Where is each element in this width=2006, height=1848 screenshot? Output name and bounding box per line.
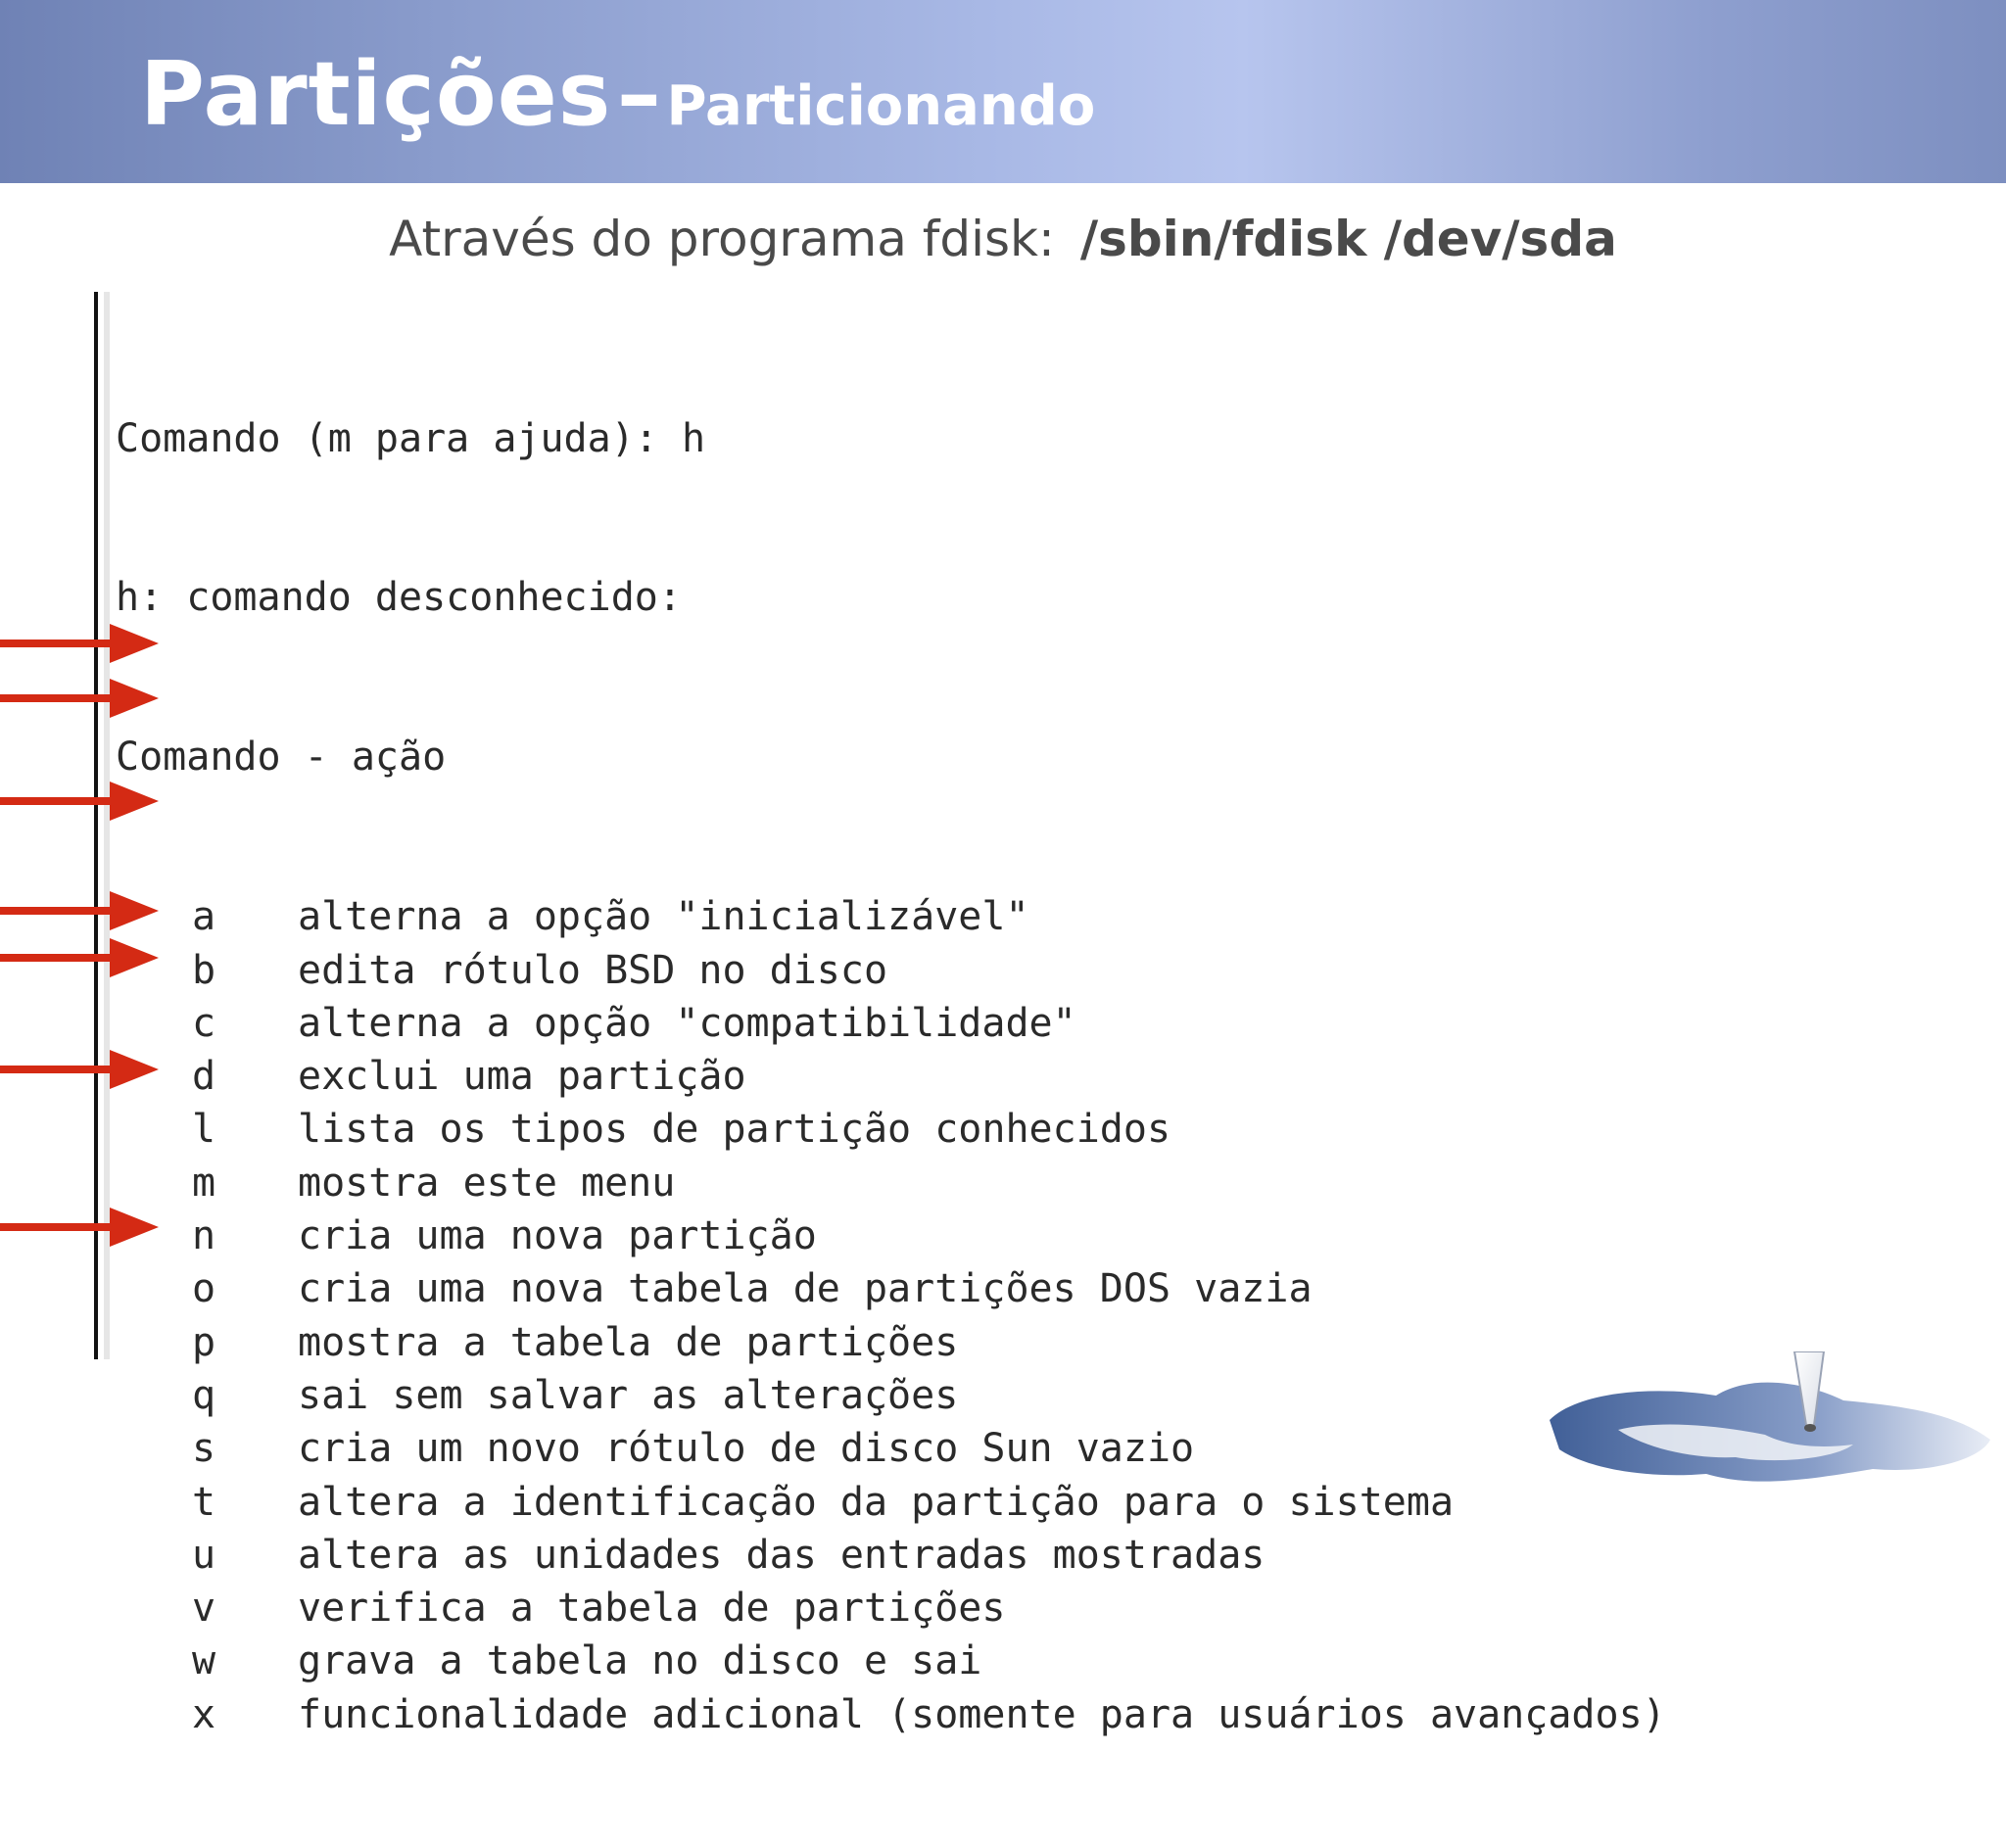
title-sub: Particionando	[666, 74, 1096, 138]
option-description: mostra a tabela de partições	[298, 1319, 959, 1365]
option-description: edita rótulo BSD no disco	[298, 947, 888, 993]
right-arrow-icon	[0, 1208, 159, 1247]
option-description: sai sem salvar as alterações	[298, 1372, 959, 1418]
option-description: alterna a opção "inicializável"	[298, 894, 1029, 940]
option-key: t	[192, 1479, 216, 1525]
option-row-q	[116, 1369, 959, 1422]
subtitle-command: /sbin/fdisk /dev/sda	[1079, 211, 1617, 267]
option-description: alterna a opção "compatibilidade"	[298, 1000, 1076, 1046]
option-description: exclui uma partição	[298, 1054, 746, 1100]
option-row-b	[116, 944, 888, 997]
option-description: grava a tabela no disco e sai	[298, 1638, 982, 1684]
option-row-u	[116, 1529, 1266, 1582]
option-row-o	[116, 1262, 1313, 1315]
option-row-x	[116, 1688, 1666, 1741]
right-arrow-icon	[0, 938, 159, 977]
option-row-c	[116, 997, 1076, 1050]
option-description: altera as unidades das entradas mostradas	[298, 1532, 1266, 1578]
option-description: verifica a tabela de partições	[298, 1586, 1006, 1632]
right-arrow-icon	[0, 1050, 159, 1089]
terminal-line: Comando - ação	[116, 734, 447, 781]
slide-subtitle	[0, 211, 2006, 267]
option-key: s	[192, 1426, 216, 1472]
map-pin-logo	[1520, 1351, 2006, 1504]
option-description: cria uma nova partição	[298, 1213, 817, 1259]
highlight-arrows	[0, 0, 196, 1504]
option-key: b	[192, 947, 216, 993]
option-row-s	[116, 1422, 1195, 1475]
terminal-text	[116, 306, 1666, 1848]
terminal-line: h: comando desconhecido:	[116, 575, 682, 621]
option-key: p	[192, 1319, 216, 1365]
title-main: Partições	[140, 43, 612, 146]
option-key: a	[192, 894, 216, 940]
subtitle-text: Através do programa fdisk:	[389, 211, 1055, 267]
option-description: mostra este menu	[298, 1160, 676, 1206]
option-key: c	[192, 1000, 216, 1046]
option-description: altera a identificação da partição para o sistema	[298, 1479, 1455, 1525]
option-key: q	[192, 1372, 216, 1418]
option-row-t	[116, 1476, 1455, 1529]
option-key: u	[192, 1532, 216, 1578]
right-arrow-icon	[0, 624, 159, 663]
option-key: w	[192, 1638, 216, 1684]
option-row-p	[116, 1316, 959, 1369]
option-key: o	[192, 1266, 216, 1312]
slide-title	[140, 43, 1095, 146]
option-description: lista os tipos de partição conhecidos	[298, 1107, 1171, 1153]
slide-header	[0, 0, 2006, 183]
option-row-d	[116, 1050, 746, 1103]
title-dash: –	[616, 43, 661, 146]
option-description: cria uma nova tabela de partições DOS vazia	[298, 1266, 1313, 1312]
option-row-a	[116, 890, 1029, 943]
option-key: v	[192, 1586, 216, 1632]
option-description: cria um novo rótulo de disco Sun vazio	[298, 1426, 1195, 1472]
terminal-screenshot	[94, 292, 1857, 1737]
option-row-l	[116, 1103, 1171, 1156]
option-row-m	[116, 1157, 705, 1209]
option-row-v	[116, 1582, 1006, 1635]
option-row-w	[116, 1635, 982, 1687]
terminal-line: Comando (m para ajuda): h	[116, 415, 706, 461]
option-row-n	[116, 1209, 817, 1262]
option-key: l	[192, 1107, 216, 1153]
right-arrow-icon	[0, 679, 159, 718]
option-key: x	[192, 1691, 216, 1737]
option-key: d	[192, 1054, 216, 1100]
option-key: m	[192, 1160, 216, 1206]
right-arrow-icon	[0, 891, 159, 930]
option-description: funcionalidade adicional (somente para usuários avançados)	[298, 1691, 1666, 1737]
right-arrow-icon	[0, 782, 159, 821]
option-key: n	[192, 1213, 216, 1259]
